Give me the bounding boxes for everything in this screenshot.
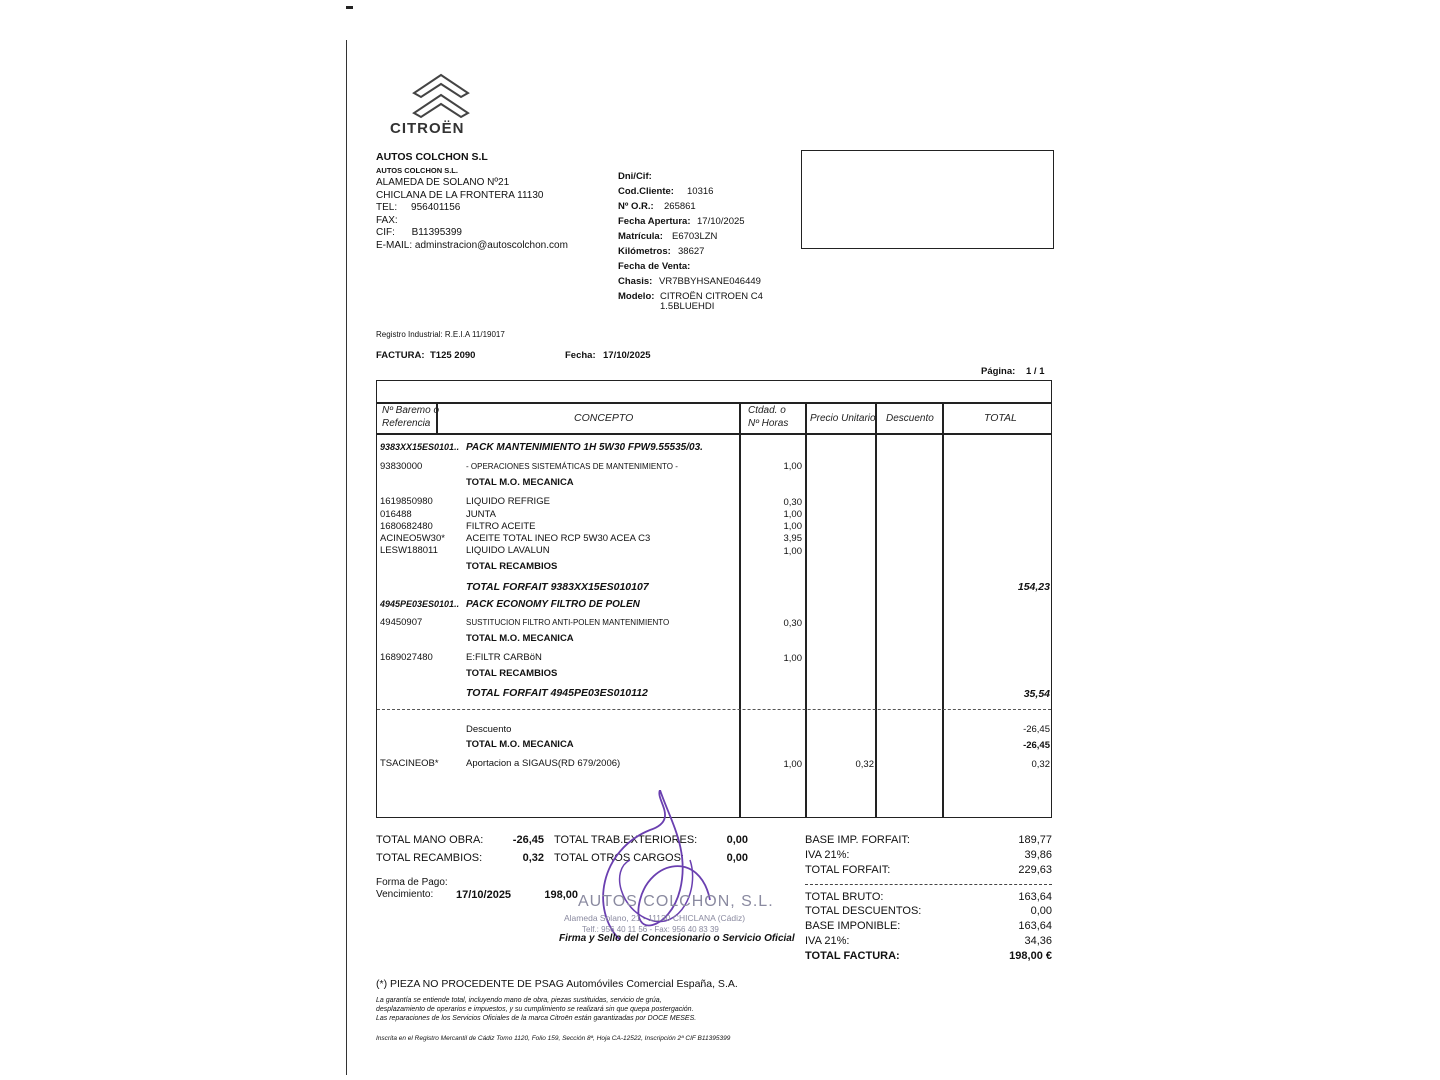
row-ref: 016488	[380, 509, 412, 520]
row-concept: E:FILTR CARBöN	[466, 652, 542, 663]
iva1-value: 39,86	[1024, 849, 1052, 861]
row-qty: 1,00	[783, 461, 802, 472]
footer-guarantee-3: Las reparaciones de los Servicios Oficiales de la marca Citroën están garantizadas por DOCE MESES.	[376, 1015, 697, 1022]
total-factura-value: 198,00 €	[1009, 950, 1052, 962]
table-dashed-separator	[377, 709, 1051, 710]
col-divider	[739, 403, 741, 817]
row-concept: Descuento	[466, 724, 512, 735]
client-address-box	[801, 150, 1054, 249]
row-qty: 0,30	[783, 618, 802, 629]
bruto-label: TOTAL BRUTO:	[805, 891, 884, 903]
row-total: 35,54	[1023, 688, 1050, 700]
table-header-bottom-rule	[377, 433, 1051, 435]
header-descuento: Descuento	[886, 413, 934, 424]
row-ref: ACINEO5W30*	[380, 533, 445, 544]
header-total: TOTAL	[984, 412, 1017, 424]
col-divider	[875, 403, 877, 817]
footer-note: (*) PIEZA NO PROCEDENTE DE PSAG Automóviles Comercial España, S.A.	[376, 978, 738, 990]
fecha-venta-label: Fecha de Venta:	[618, 261, 691, 272]
trab-ext-value: 0,00	[726, 834, 748, 846]
descuentos-label: TOTAL DESCUENTOS:	[805, 905, 922, 917]
row-concept: TOTAL RECAMBIOS	[466, 668, 558, 679]
tel-label: TEL:	[376, 202, 398, 213]
row-qty: 3,95	[783, 533, 802, 544]
col-divider	[805, 403, 807, 817]
header-precio: Precio Unitario	[810, 413, 876, 424]
iva2-value: 34,36	[1024, 935, 1052, 947]
row-total: -26,45	[1023, 724, 1050, 735]
base-forfait-value: 189,77	[1018, 834, 1052, 846]
iva1-label: IVA 21%:	[805, 849, 850, 861]
brand-logo-text: CITROËN	[390, 120, 465, 137]
row-ref: 93830000	[380, 461, 423, 472]
fax-label: FAX:	[376, 214, 398, 226]
row-qty: 1,00	[783, 653, 802, 664]
total-forfait-label: TOTAL FORFAIT:	[805, 864, 891, 876]
modelo-label: Modelo:	[618, 291, 655, 302]
email-label: E-MAIL:	[376, 239, 413, 251]
company-address2: CHICLANA DE LA FRONTERA 11130	[376, 189, 544, 201]
cod-cliente-value: 10316	[687, 186, 714, 197]
footer-guarantee-2: desplazamiento de operarios e impuestos, y su cumplimiento se realizará sin que quepa postergación.	[376, 1006, 694, 1013]
row-concept: SUSTITUCION FILTRO ANTI-POLEN MANTENIMIENTO	[466, 618, 670, 627]
cif-value: B11395399	[411, 227, 462, 238]
vencimiento-date: 17/10/2025	[456, 889, 512, 901]
iva2-label: IVA 21%:	[805, 935, 850, 947]
trab-ext-label: TOTAL TRAB.EXTERIORES:	[554, 834, 698, 846]
forma-pago-label: Forma de Pago:	[376, 877, 448, 888]
table-header-top-rule	[377, 402, 1051, 404]
row-ref: 49450907	[380, 617, 423, 628]
matricula-value: E6703LZN	[672, 231, 718, 242]
pagina-value: 1 / 1	[1026, 366, 1045, 377]
row-concept: FILTRO ACEITE	[466, 521, 536, 532]
row-ref: 1689027480	[380, 652, 433, 663]
row-concept: ACEITE TOTAL INEO RCP 5W30 ACEA C3	[466, 533, 651, 544]
footer-guarantee-1: La garantía se entiende total, incluyendo mano de obra, piezas sustituidas, servicio de grúa,	[376, 997, 662, 1004]
base-imp-label: BASE IMPONIBLE:	[805, 920, 901, 932]
scan-mark	[346, 6, 353, 9]
page-edge	[346, 40, 347, 1075]
base-forfait-label: BASE IMP. FORFAIT:	[805, 834, 910, 846]
or-value: 265861	[664, 201, 696, 212]
km-label: Kilómetros:	[618, 246, 671, 257]
vencimiento-label: Vencimiento:	[376, 889, 434, 900]
total-forfait-value: 229,63	[1018, 864, 1052, 876]
row-ref: TSACINEOB*	[380, 758, 439, 769]
totals-separator	[805, 884, 1052, 885]
row-total: 0,32	[1031, 759, 1050, 770]
row-concept: TOTAL FORFAIT 9383XX15ES010107	[466, 581, 649, 593]
modelo-value-2: 1.5BLUEHDI	[660, 301, 715, 312]
fecha-apertura-label: Fecha Apertura:	[618, 216, 691, 227]
company-name-small: AUTOS COLCHON S.L.	[376, 165, 458, 175]
dni-label: Dni/Cif:	[618, 171, 652, 182]
footer-registry: Inscrita en el Registro Mercantil de Cádiz Tomo 1120, Folio 159, Sección 8ª, Hoja CA-12522, Inscripción 2ª CIF B11395399	[376, 1035, 731, 1042]
stamp-address: Alameda Solano, 21 - 11130 CHICLANA (Cádiz)	[564, 913, 746, 923]
row-concept: PACK ECONOMY FILTRO DE POLEN	[466, 599, 640, 610]
row-concept: TOTAL M.O. MECANICA	[466, 739, 574, 750]
base-imp-value: 163,64	[1018, 920, 1052, 932]
row-concept: TOTAL FORFAIT 4945PE03ES010112	[466, 687, 648, 699]
row-concept: TOTAL RECAMBIOS	[466, 561, 558, 572]
mano-obra-label: TOTAL MANO OBRA:	[376, 834, 484, 846]
factura-label: FACTURA:	[376, 350, 425, 361]
cod-cliente-label: Cod.Cliente:	[618, 186, 674, 197]
fecha-apertura-value: 17/10/2025	[697, 216, 745, 227]
header-ref-2: Referencia	[382, 418, 431, 429]
row-total: -26,45	[1023, 740, 1050, 751]
pagina-label: Página:	[981, 366, 1016, 377]
header-qty-2: Nº Horas	[748, 418, 789, 429]
row-qty: 1,00	[783, 509, 802, 520]
header-concepto: CONCEPTO	[574, 412, 634, 424]
or-label: Nº O.R.:	[618, 201, 654, 212]
company-block	[376, 151, 568, 252]
factura-number: T125 2090	[430, 350, 476, 361]
col-divider	[942, 403, 944, 817]
fecha-value: 17/10/2025	[603, 350, 651, 361]
row-concept: LIQUIDO LAVALUN	[466, 545, 550, 556]
row-qty: 1,00	[783, 546, 802, 557]
row-ref: 9383XX15ES0101..	[380, 442, 460, 452]
stamp-phone: Telf.: 956 40 11 56 - Fax: 956 40 83 39	[582, 925, 719, 934]
otros-label: TOTAL OTROS CARGOS:	[554, 852, 684, 864]
bruto-value: 163,64	[1018, 891, 1052, 903]
row-qty: 1,00	[783, 759, 802, 770]
fecha-label: Fecha:	[565, 350, 596, 361]
stamp-name: AUTOS COLCHON, S.L.	[578, 893, 774, 910]
email-value: adminstracion@autoscolchon.com	[414, 239, 568, 251]
chasis-label: Chasis:	[618, 276, 653, 287]
row-ref: 1619850980	[380, 496, 433, 507]
vencimiento-amount: 198,00	[544, 889, 578, 901]
row-qty: 0,30	[783, 497, 802, 508]
company-name: AUTOS COLCHON S.L	[376, 151, 488, 163]
header-qty-1: Ctdad. o	[748, 405, 786, 416]
registro-industrial: Registro Industrial: R.E.I.A 11/19017	[376, 330, 505, 339]
recambios-value: 0,32	[522, 852, 544, 864]
total-factura-label: TOTAL FACTURA:	[805, 950, 900, 962]
row-concept: Aportacion a SIGAUS(RD 679/2006)	[466, 758, 621, 769]
km-value: 38627	[678, 246, 705, 257]
stamp-firma-caption: Firma y Sello del Concesionario o Servicio Oficial	[559, 933, 795, 944]
mano-obra-value: -26,45	[512, 834, 544, 846]
row-concept: PACK MANTENIMIENTO 1H 5W30 FPW9.55535/03.	[466, 442, 703, 453]
row-concept: LIQUIDO REFRIGE	[466, 496, 550, 507]
chasis-value: VR7BBYHSANE046449	[659, 276, 761, 287]
company-address1: ALAMEDA DE SOLANO Nº21	[376, 177, 510, 188]
row-concept: TOTAL M.O. MECANICA	[466, 633, 574, 644]
row-total: 154,23	[1017, 581, 1050, 593]
descuentos-value: 0,00	[1030, 905, 1052, 917]
header-ref-1: Nº Baremo o	[382, 405, 440, 416]
row-price: 0,32	[855, 759, 874, 770]
modelo-value-1: CITROËN CITROEN C4	[660, 291, 763, 302]
row-concept: JUNTA	[466, 509, 496, 520]
tel-value: 956401156	[411, 202, 461, 213]
matricula-label: Matrícula:	[618, 231, 663, 242]
row-ref: 4945PE03ES0101..	[380, 599, 460, 609]
row-ref: LESW188011	[380, 545, 438, 556]
row-ref: 1680682480	[380, 521, 433, 532]
cif-label: CIF:	[376, 227, 395, 238]
row-concept: - OPERACIONES SISTEMÁTICAS DE MANTENIMIENTO -	[466, 462, 678, 471]
row-qty: 1,00	[783, 521, 802, 532]
otros-value: 0,00	[726, 852, 748, 864]
recambios-label: TOTAL RECAMBIOS:	[376, 852, 483, 864]
row-concept: TOTAL M.O. MECANICA	[466, 477, 574, 488]
